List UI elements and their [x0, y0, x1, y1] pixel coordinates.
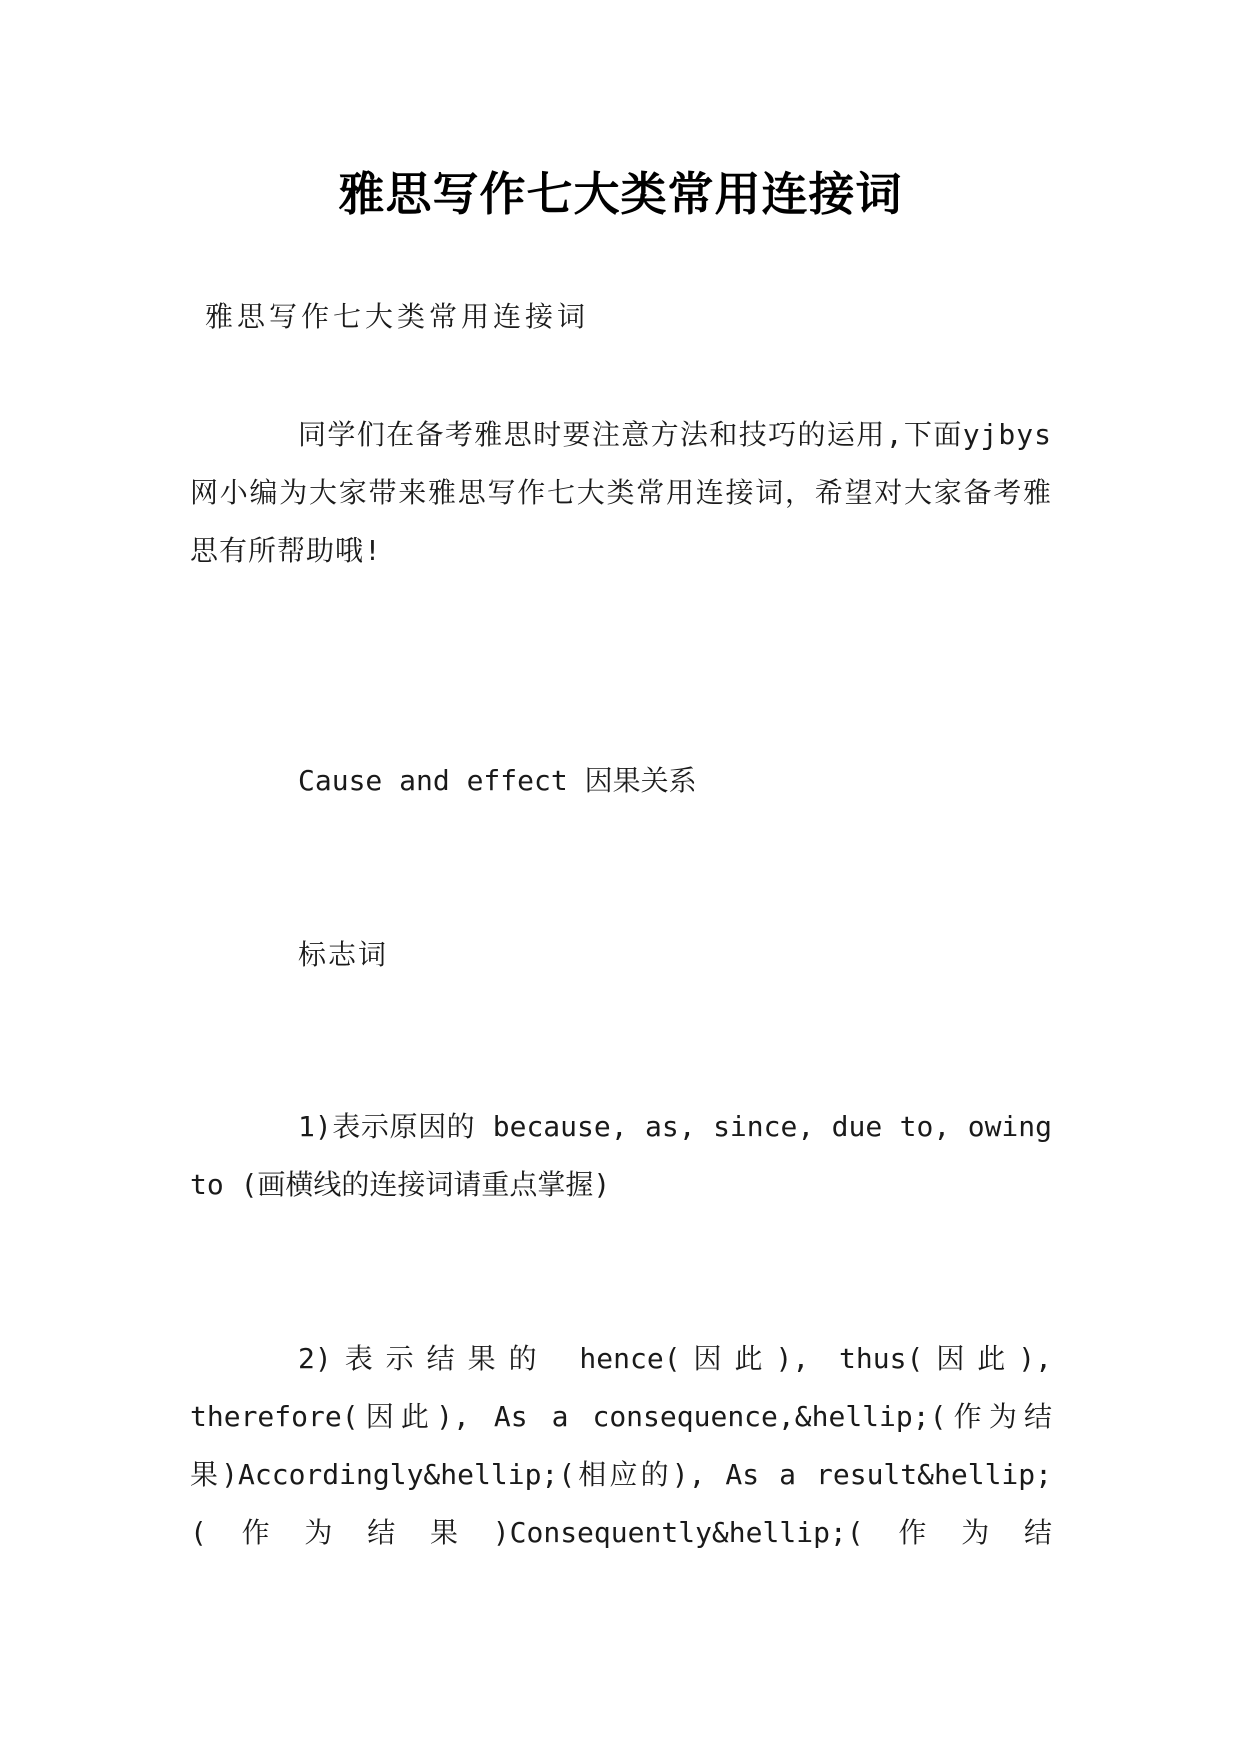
marker-words-label: 标志词 [298, 938, 389, 971]
list-item-result: 2)表示结果的 hence(因此), thus(因此), therefore(因此), As a consequence,&hellip;(作为结果)Accordingly&hellip;(相应的), As a result&hellip;(作为结果)Consequently&hellip;(作为结 [190, 1342, 1069, 1549]
intro-paragraph: 同学们在备考雅思时要注意方法和技巧的运用,下面yjbys网小编为大家带来雅思写作七大类常用连接词，希望对大家备考雅思有所帮助哦! [190, 418, 1052, 567]
document-title: 雅思写作七大类常用连接词 [338, 167, 903, 221]
section-heading-cause-effect: Cause and effect 因果关系 [298, 764, 697, 797]
document-subtitle: 雅思写作七大类常用连接词 [205, 300, 590, 333]
list-item-cause: 1)表示原因的 because, as, since, due to, owing to (画横线的连接词请重点掌握) [190, 1110, 1069, 1201]
